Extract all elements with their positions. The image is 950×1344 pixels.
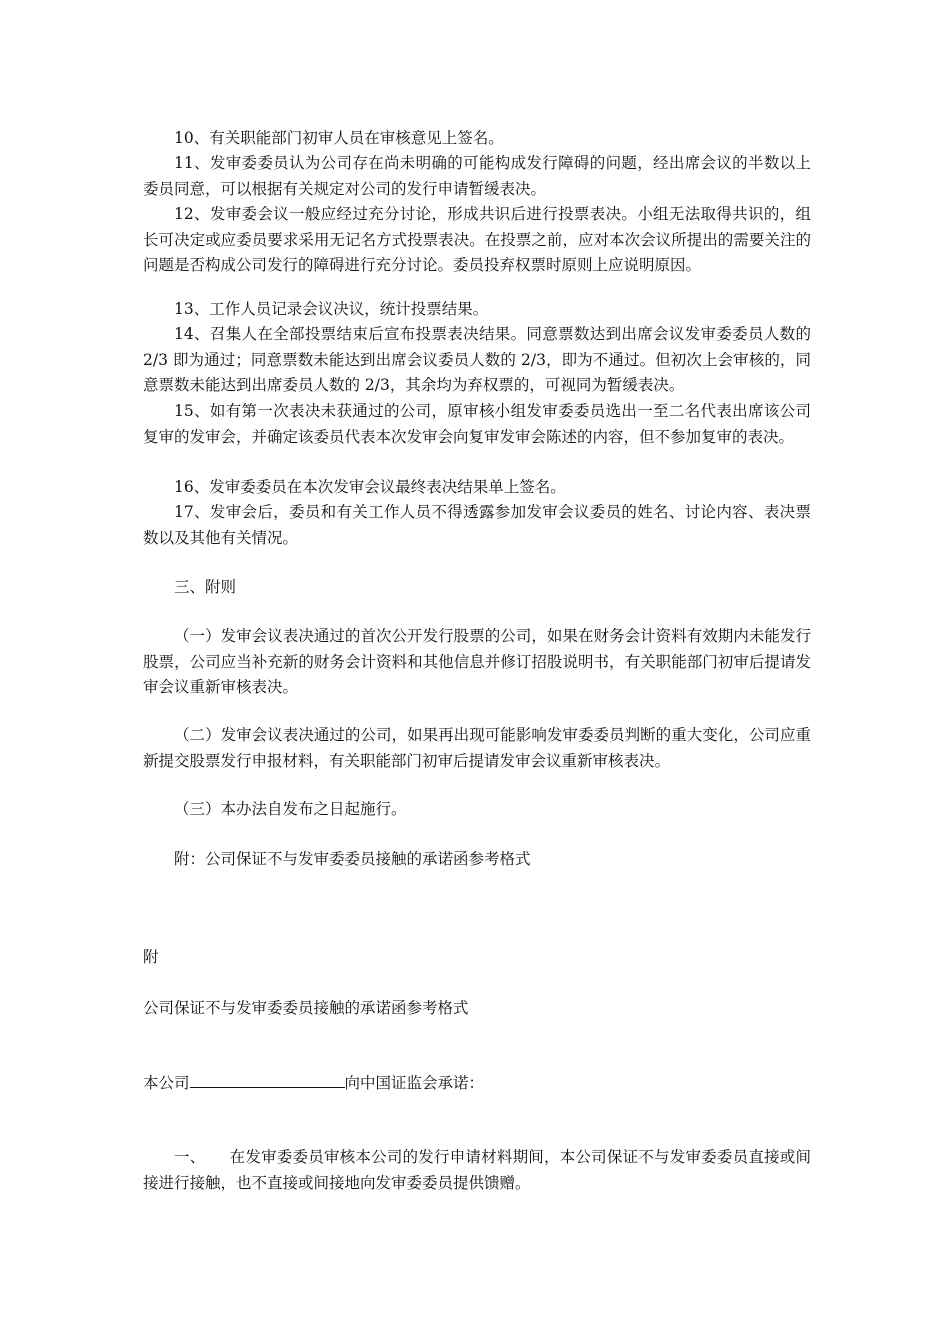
section-heading: 三、附则 (174, 578, 237, 596)
attachment-note: 附：公司保证不与发审委委员接触的承诺函参考格式 (174, 850, 531, 868)
item-11: 11、发审委委员认为公司存在尚未明确的可能构成发行障碍的问题，经出席会议的半数以上委员同意，可以根据有关规定对公司的发行申请暂缓表决。 (143, 154, 811, 198)
supplementary-clause-3: （三）本办法自发布之日起施行。 (174, 800, 407, 818)
clause-text: 在发审委委员审核本公司的发行申请材料期间，本公司保证不与发审委委员直接或间接进行接触，也不直接或间接地向发审委委员提供馈赠。 (143, 1148, 811, 1192)
supplementary-clause-2: （二）发审会议表决通过的公司，如果再出现可能影响发审委委员判断的重大变化，公司应重新提交股票发行申报材料，有关职能部门初审后提请发审会议重新审核表决。 (143, 726, 811, 770)
item-12: 12、发审委会议一般应经过充分讨论，形成共识后进行投票表决。小组无法取得共识的，组长可决定或应委员要求采用无记名方式投票表决。在投票之前，应对本次会议所提出的需要关注的问题是否构成公司发行的障碍进行充分讨论。委员投弃权票时原则上应说明原因。 (143, 205, 811, 274)
appendix-label: 附 (143, 948, 159, 966)
clause-number: 一、 (174, 1148, 206, 1166)
item-17: 17、发审会后，委员和有关工作人员不得透露参加发审会议委员的姓名、讨论内容、表决票数以及其他有关情况。 (143, 503, 811, 547)
supplementary-clause-1: （一）发审会议表决通过的首次公开发行股票的公司，如果在财务会计资料有效期内未能发行股票，公司应当补充新的财务会计资料和其他信息并修订招股说明书，有关职能部门初审后提请发审会议重新审核表决。 (143, 627, 811, 696)
appendix-title: 公司保证不与发审委委员接触的承诺函参考格式 (143, 999, 469, 1017)
item-15: 15、如有第一次表决未获通过的公司，原审核小组发审委委员选出一至二名代表出席该公司复审的发审会，并确定该委员代表本次发审会向复审发审会陈述的内容，但不参加复审的表决。 (143, 402, 811, 446)
item-13: 13、工作人员记录会议决议，统计投票结果。 (174, 300, 489, 318)
item-14: 14、召集人在全部投票结束后宣布投票表决结果。同意票数达到出席会议发审委委员人数的 2/3 即为通过；同意票数未能达到出席会议委员人数的 2/3，即为不通过。但初次上会审核的，同意票数未能达到出席委员人数的 2/3，其余均为弃权票的，可视同为暂缓表决。 (143, 325, 811, 394)
item-10: 10、有关职能部门初审人员在审核意见上签名。 (174, 129, 504, 147)
company-name-blank[interactable] (190, 1072, 345, 1088)
pledge-suffix: 向中国证监会承诺： (344, 1074, 485, 1092)
pledge-prefix: 本公司 (143, 1074, 190, 1092)
pledge-clause-1 (143, 1145, 811, 1196)
pledge-line (143, 1071, 811, 1097)
item-16: 16、发审委委员在本次发审会议最终表决结果单上签名。 (174, 478, 566, 496)
